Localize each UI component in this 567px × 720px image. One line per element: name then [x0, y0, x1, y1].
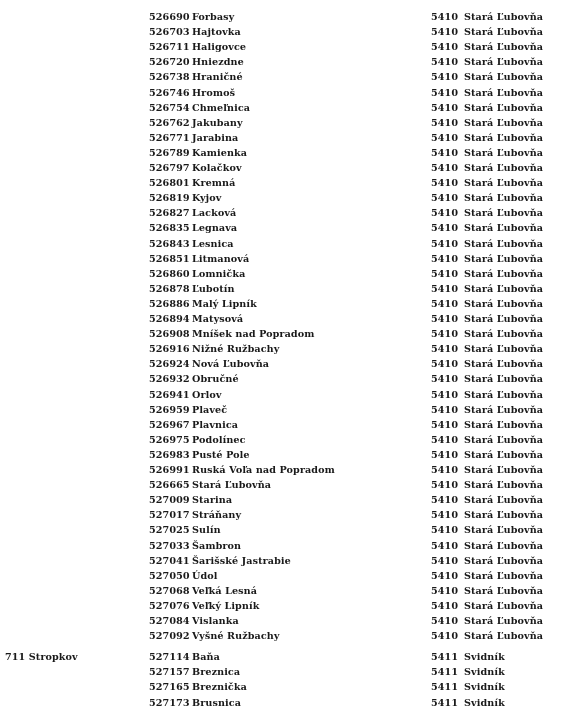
municipality-code: 526835: [149, 223, 190, 235]
district-name: Stará Ľubovňa: [464, 57, 544, 69]
district-code: 5410: [431, 600, 459, 612]
municipality-name: Pusté Pole: [192, 449, 250, 461]
district-name: Svidník: [464, 667, 505, 679]
municipality-code: 526860: [149, 268, 190, 280]
municipality-code: 526886: [149, 298, 190, 310]
district-code: 5410: [431, 283, 459, 295]
district-name: Stará Ľubovňa: [464, 449, 544, 461]
district-name: Stará Ľubovňa: [464, 253, 544, 265]
municipality-code: 526797: [149, 163, 190, 174]
district-name: Stará Ľubovňa: [464, 27, 544, 39]
table-row: [0, 131, 567, 146]
municipality-code: 526894: [149, 314, 190, 325]
municipality-name: Starina: [192, 495, 233, 507]
municipality-name: Jarabina: [192, 132, 239, 144]
municipality-name: Šambron: [192, 540, 242, 552]
table-row: [0, 327, 567, 342]
district-code: 5410: [431, 419, 459, 431]
municipality-code: 526762: [149, 117, 190, 129]
district-code: 5410: [431, 253, 459, 265]
district-name: Stará Ľubovňa: [464, 374, 544, 386]
district-name: Stará Ľubovňa: [464, 268, 544, 280]
district-code: 5410: [431, 480, 459, 492]
table-row: [0, 25, 567, 40]
municipality-name: Hniezdne: [192, 57, 244, 69]
district-code: 5410: [431, 27, 459, 39]
municipality-name: Orlov: [192, 389, 222, 401]
district-code: 5410: [431, 404, 459, 416]
district-name: Stará Ľubovňa: [464, 87, 544, 99]
table-row: [0, 523, 567, 538]
district-name: Stará Ľubovňa: [464, 570, 544, 582]
municipality-name: Plaveč: [192, 404, 228, 416]
district-code: 5410: [431, 163, 459, 174]
table-row: [0, 252, 567, 267]
district-name: Stará Ľubovňa: [464, 12, 544, 23]
district-name: Stará Ľubovňa: [464, 404, 544, 416]
municipality-code: 526827: [149, 208, 190, 220]
municipality-name: Kyjov: [192, 193, 222, 205]
district-name: Stará Ľubovňa: [464, 344, 544, 356]
district-code: 5410: [431, 389, 459, 401]
district-code: 5410: [431, 102, 459, 114]
municipality-name: Matysová: [192, 314, 244, 325]
table-row: [0, 237, 567, 252]
table-row: [0, 101, 567, 116]
district-code: 5411: [431, 697, 459, 709]
municipality-name: Ľubotín: [192, 283, 235, 295]
municipality-code: 527068: [149, 585, 190, 597]
municipality-code: 526991: [149, 465, 190, 476]
table-row: [0, 70, 567, 85]
district-code: 5410: [431, 178, 459, 190]
table-row: [0, 161, 567, 176]
table-row: [0, 388, 567, 403]
municipality-name: Veľká Lesná: [192, 585, 258, 597]
municipality-name: Stráňany: [192, 510, 242, 522]
table-row: [0, 282, 567, 297]
municipality-name: Hraničné: [192, 72, 243, 84]
table-row: [0, 221, 567, 236]
municipality-name: Breznica: [192, 667, 241, 679]
district-code: 5411: [431, 682, 459, 694]
district-code: 5411: [431, 652, 459, 664]
municipality-name: Kremná: [192, 178, 236, 190]
table-row: [0, 116, 567, 131]
district-name: Stará Ľubovňa: [464, 208, 544, 220]
table-row: [0, 55, 567, 70]
district-name: Stará Ľubovňa: [464, 540, 544, 552]
municipality-code: 526819: [149, 193, 190, 205]
district-code: 5410: [431, 631, 459, 643]
municipality-code: 526851: [149, 253, 190, 265]
district-name: Stará Ľubovňa: [464, 465, 544, 476]
municipality-code: 527157: [149, 667, 190, 679]
municipality-name: Sulín: [192, 525, 221, 537]
district-code: 5410: [431, 525, 459, 537]
municipality-code: 526959: [149, 404, 190, 416]
table-row: [0, 599, 567, 614]
table-row: [0, 696, 567, 711]
municipality-name: Stará Ľubovňa: [192, 480, 272, 492]
municipality-code: 526771: [149, 132, 190, 144]
municipality-code: 526720: [149, 57, 190, 69]
municipality-name: Vyšné Ružbachy: [192, 631, 280, 643]
district-code: 5410: [431, 570, 459, 582]
table-row: [0, 312, 567, 327]
district-name: Stará Ľubovňa: [464, 434, 544, 446]
municipality-name: Chmeľnica: [192, 102, 251, 114]
table-row: [0, 433, 567, 448]
district-code: 5410: [431, 434, 459, 446]
district-code: 5410: [431, 12, 459, 23]
municipality-name: Ruská Voľa nad Popradom: [192, 465, 335, 476]
table-row: [0, 357, 567, 372]
district-code: 5411: [431, 667, 459, 679]
municipality-name: Nová Ľubovňa: [192, 359, 270, 371]
municipality-name: Litmanová: [192, 253, 250, 265]
district-code: 5410: [431, 268, 459, 280]
municipality-code: 526975: [149, 434, 190, 446]
district-name: Stará Ľubovňa: [464, 314, 544, 325]
district-code: 5410: [431, 344, 459, 356]
district-code: 5410: [431, 147, 459, 159]
table-row: [0, 297, 567, 312]
municipality-name: Lomnička: [192, 268, 246, 280]
municipality-name: Forbasy: [192, 12, 235, 23]
table-row: [0, 448, 567, 463]
municipality-name: Brusnica: [192, 697, 242, 709]
municipality-name: Údol: [192, 570, 218, 582]
district-code: 5410: [431, 540, 459, 552]
municipality-code: 527041: [149, 555, 190, 567]
municipality-name: Haligovce: [192, 42, 247, 54]
district-label: 711 Stropkov: [5, 652, 78, 664]
municipality-code: 527076: [149, 600, 190, 612]
municipality-code: 526738: [149, 72, 190, 84]
municipality-code: 526711: [149, 42, 190, 54]
district-code: 5410: [431, 57, 459, 69]
municipality-code: 527165: [149, 682, 190, 694]
municipality-code: 527173: [149, 697, 190, 709]
table-row: [0, 665, 567, 680]
district-name: Stará Ľubovňa: [464, 223, 544, 235]
district-code: 5410: [431, 72, 459, 84]
district-name: Stará Ľubovňa: [464, 555, 544, 567]
district-code: 5410: [431, 314, 459, 325]
table-row: [0, 539, 567, 554]
table-row: [0, 463, 567, 478]
district-name: Svidník: [464, 682, 505, 694]
municipality-name: Plavnica: [192, 419, 239, 431]
municipality-code: 526754: [149, 102, 190, 114]
municipality-name: Veľký Lipník: [192, 600, 260, 612]
district-code: 5410: [431, 298, 459, 310]
municipality-name: Vislanka: [192, 616, 239, 627]
table-row: [0, 372, 567, 387]
district-code: 5410: [431, 208, 459, 220]
municipality-code: 527033: [149, 540, 190, 552]
district-name: Stará Ľubovňa: [464, 600, 544, 612]
municipality-name: Hajtovka: [192, 27, 241, 39]
district-name: Stará Ľubovňa: [464, 193, 544, 205]
municipality-code: 527017: [149, 510, 190, 522]
district-name: Stará Ľubovňa: [464, 510, 544, 522]
municipality-code: 527050: [149, 570, 190, 582]
district-code: 5410: [431, 585, 459, 597]
table-row: [0, 554, 567, 569]
municipality-code: 527084: [149, 616, 190, 627]
district-code: 5410: [431, 223, 459, 235]
municipality-code: 527114: [149, 652, 190, 664]
district-name: Stará Ľubovňa: [464, 102, 544, 114]
table-row: [0, 40, 567, 55]
municipality-name: Nižné Ružbachy: [192, 344, 280, 356]
municipality-name: Lacková: [192, 208, 237, 220]
district-code: 5410: [431, 87, 459, 99]
municipality-name: Mníšek nad Popradom: [192, 329, 315, 341]
district-name: Stará Ľubovňa: [464, 147, 544, 159]
table-row: [0, 569, 567, 584]
municipality-code: 526878: [149, 283, 190, 295]
district-name: Stará Ľubovňa: [464, 631, 544, 643]
district-code: 5410: [431, 117, 459, 129]
table-row: [0, 86, 567, 101]
municipality-name: Obručné: [192, 374, 239, 386]
district-code: 5410: [431, 238, 459, 250]
table-row: [0, 584, 567, 599]
municipality-code: 526932: [149, 374, 190, 386]
district-name: Svidník: [464, 652, 505, 664]
district-code: 5410: [431, 510, 459, 522]
district-name: Stará Ľubovňa: [464, 585, 544, 597]
district-name: Stará Ľubovňa: [464, 525, 544, 537]
municipality-code: 527009: [149, 495, 190, 507]
district-name: Svidník: [464, 697, 505, 709]
municipality-code: 526789: [149, 147, 190, 159]
municipality-code: 526746: [149, 87, 190, 99]
table-row: [0, 176, 567, 191]
municipality-name: Kamienka: [192, 147, 248, 159]
municipality-code: 526801: [149, 178, 190, 190]
municipality-code: 526908: [149, 329, 190, 341]
municipality-code: 526843: [149, 238, 190, 250]
municipality-name: Lesnica: [192, 238, 234, 250]
municipality-code: 526983: [149, 449, 190, 461]
district-code: 5410: [431, 449, 459, 461]
municipality-name: Legnava: [192, 223, 238, 235]
district-name: Stará Ľubovňa: [464, 298, 544, 310]
municipality-code: 526703: [149, 27, 190, 39]
district-code: 5410: [431, 329, 459, 341]
district-name: Stará Ľubovňa: [464, 132, 544, 144]
table-row: [0, 629, 567, 644]
municipality-name: Baňa: [192, 652, 220, 664]
district-name: Stará Ľubovňa: [464, 72, 544, 84]
table-row: [0, 418, 567, 433]
district-code: 5410: [431, 465, 459, 476]
municipality-code: 526941: [149, 389, 190, 401]
district-code: 5410: [431, 555, 459, 567]
district-code: 5410: [431, 359, 459, 371]
municipality-name: Malý Lipník: [192, 298, 257, 310]
municipality-name: Jakubany: [192, 117, 243, 129]
district-name: Stará Ľubovňa: [464, 480, 544, 492]
district-name: Stará Ľubovňa: [464, 495, 544, 507]
district-name: Stará Ľubovňa: [464, 117, 544, 129]
district-code: 5410: [431, 616, 459, 627]
municipality-code: 527092: [149, 631, 190, 643]
district-name: Stará Ľubovňa: [464, 419, 544, 431]
table-row: [0, 267, 567, 282]
table-row: [0, 146, 567, 161]
district-code: 5410: [431, 42, 459, 54]
table-row: [0, 342, 567, 357]
municipality-code: 526924: [149, 359, 190, 371]
district-name: Stará Ľubovňa: [464, 359, 544, 371]
municipality-name: Hromoš: [192, 87, 236, 99]
district-name: Stará Ľubovňa: [464, 616, 544, 627]
table-row: [0, 191, 567, 206]
municipality-code: 526665: [149, 480, 190, 492]
table-row: [0, 614, 567, 629]
district-code: 5410: [431, 495, 459, 507]
table-row: [0, 478, 567, 493]
municipality-name: Breznička: [192, 682, 247, 694]
municipality-code: 526967: [149, 419, 190, 431]
municipality-name: Kolačkov: [192, 163, 242, 174]
table-row: [0, 680, 567, 695]
district-name: Stará Ľubovňa: [464, 283, 544, 295]
district-name: Stará Ľubovňa: [464, 389, 544, 401]
table-row: [0, 508, 567, 523]
table-row: [0, 10, 567, 25]
district-code: 5410: [431, 132, 459, 144]
table-row: [0, 493, 567, 508]
district-name: Stará Ľubovňa: [464, 178, 544, 190]
district-code: 5410: [431, 374, 459, 386]
district-name: Stará Ľubovňa: [464, 329, 544, 341]
table-row: [0, 650, 567, 665]
district-name: Stará Ľubovňa: [464, 238, 544, 250]
municipality-code: 527025: [149, 525, 190, 537]
district-name: Stará Ľubovňa: [464, 163, 544, 174]
table-row: [0, 403, 567, 418]
table-row: [0, 206, 567, 221]
municipality-name: Podolínec: [192, 434, 246, 446]
municipality-code: 526916: [149, 344, 190, 356]
municipality-code: 526690: [149, 12, 190, 23]
district-name: Stará Ľubovňa: [464, 42, 544, 54]
municipality-name: Šarišské Jastrabie: [192, 555, 291, 567]
district-code: 5410: [431, 193, 459, 205]
